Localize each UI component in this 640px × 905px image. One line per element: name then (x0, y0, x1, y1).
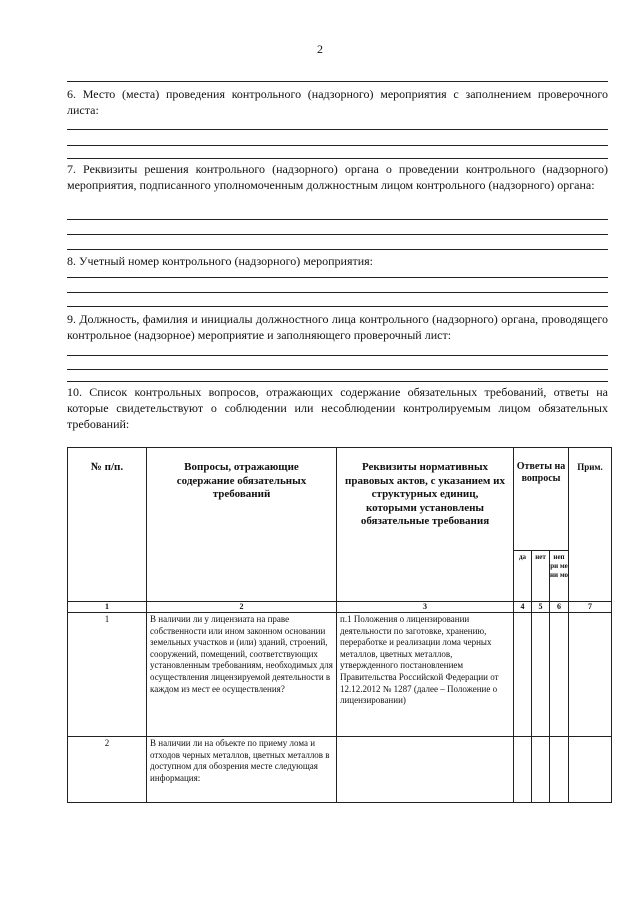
fill-line (67, 277, 608, 278)
fill-line (67, 292, 608, 293)
answer-yes-cell[interactable] (514, 613, 532, 737)
divider-line (67, 381, 608, 382)
header-answers: Ответы на вопросы (514, 448, 569, 551)
column-number: 3 (337, 602, 514, 613)
table-row (68, 737, 612, 803)
header-not-applicable: неп ри ме ни мо (550, 551, 569, 602)
row-number: 2 (68, 737, 147, 803)
row-requisites: п.1 Положения о лицензировании деятельности по заготовке, хранению, переработке и реализации лома черных металлов, цветных металлов, утвержденного постановлением Правительства Российской Федерации от 12.12.2012 № 1287 (далее – Положение о лицензировании) (337, 613, 514, 737)
answer-yes-cell[interactable] (514, 737, 532, 803)
table-row (68, 613, 612, 737)
column-number: 5 (532, 602, 550, 613)
column-number: 1 (68, 602, 147, 613)
notes-cell[interactable] (569, 613, 612, 737)
fill-line (67, 145, 608, 146)
section-10-text: 10. Список контрольных вопросов, отражающих содержание обязательных требований, ответы на которые свидетельствуют о соблюдении или несоблюдении контролируемым лицом обязательных требований: (67, 385, 608, 431)
header-no: нет (532, 551, 550, 602)
column-number: 4 (514, 602, 532, 613)
section-8-text: 8. Учетный номер контрольного (надзорного) мероприятия: (67, 254, 374, 268)
divider-line (67, 158, 608, 159)
section-9-text: 9. Должность, фамилия и инициалы должностного лица контрольного (надзорного) органа, проводящего контрольное (надзорное) мероприятие и заполняющего проверочный лист: (67, 312, 608, 342)
column-number: 7 (569, 602, 612, 613)
row-requisites (337, 737, 514, 803)
fill-line (67, 129, 608, 130)
row-number: 1 (68, 613, 147, 737)
checklist-table (67, 447, 612, 803)
divider-line (67, 306, 608, 307)
notes-cell[interactable] (569, 737, 612, 803)
header-requisites: Реквизиты нормативных правовых актов, с указанием их структурных единиц, которыми установлены обязательные требования (337, 448, 514, 602)
section-6 (67, 86, 608, 118)
section-7-text: 7. Реквизиты решения контрольного (надзорного) органа о проведении контрольного (надзорного) мероприятия, подписанного уполномоченным должностным лицом контрольного (надзорного) органа: (67, 162, 608, 192)
answer-no-cell[interactable] (532, 613, 550, 737)
section-9 (67, 311, 608, 343)
fill-line (67, 369, 608, 370)
page-number: 2 (317, 42, 323, 56)
section-6-text: 6. Место (места) проведения контрольного (надзорного) мероприятия с заполнением проверочного листа: (67, 87, 608, 117)
header-notes: Прим. (569, 448, 612, 602)
section-10 (67, 384, 608, 432)
column-number: 6 (550, 602, 569, 613)
answer-no-cell[interactable] (532, 737, 550, 803)
section-8 (67, 253, 608, 269)
header-yes: да (514, 551, 532, 602)
divider-line (67, 249, 608, 250)
answer-not-applicable-cell[interactable] (550, 613, 569, 737)
column-number: 2 (147, 602, 337, 613)
header-questions: Вопросы, отражающие содержание обязательных требований (147, 448, 337, 602)
fill-line (67, 234, 608, 235)
fill-line (67, 355, 608, 356)
divider-line (67, 81, 608, 82)
fill-line (67, 219, 608, 220)
section-7 (67, 161, 608, 193)
row-question: В наличии ли у лицензиата на праве собственности или ином законном основании земельных участков и (или) зданий, строений, сооружений, помещений, соответствующих установленным требованиям, необходимых для осуществления лицензируемой деятельности в каждом из мест ее осуществления? (147, 613, 337, 737)
header-number: № п/п. (68, 448, 147, 602)
row-question: В наличии ли на объекте по приему лома и отходов черных металлов, цветных металлов в доступном для обозрения месте следующая информация: (147, 737, 337, 803)
answer-not-applicable-cell[interactable] (550, 737, 569, 803)
